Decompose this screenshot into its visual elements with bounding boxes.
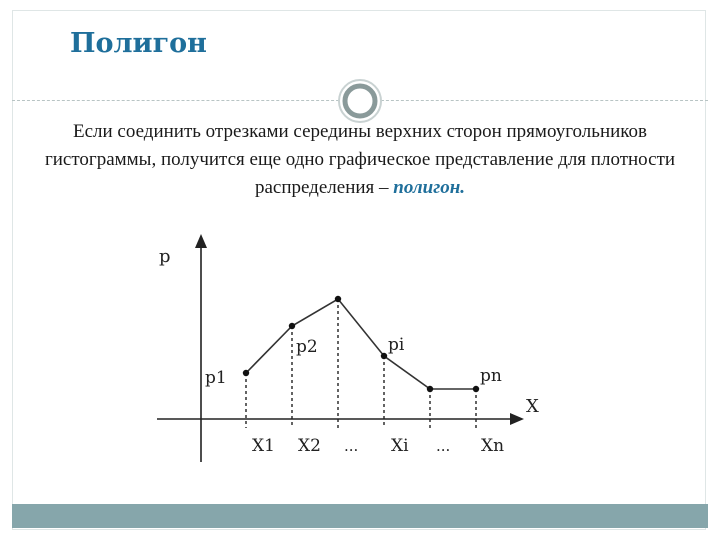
x-axis-arrow-icon	[510, 413, 524, 425]
bottom-bar	[12, 504, 708, 528]
x-tick-label: Xn	[481, 436, 505, 456]
x-tick-label: X2	[298, 436, 321, 456]
x-tick-label: ...	[344, 437, 359, 455]
x-tick-label: ...	[436, 437, 451, 455]
data-point	[243, 370, 249, 376]
polygon-points	[243, 296, 479, 392]
y-axis-arrow-icon	[195, 234, 207, 248]
dotted-guides	[246, 299, 476, 428]
data-point	[427, 386, 433, 392]
point-label-pn: pn	[480, 366, 502, 386]
point-label-pi: pi	[388, 335, 405, 355]
point-label-p2: p2	[296, 337, 318, 357]
x-axis-label: X	[526, 396, 539, 417]
body-text-highlight: полигон.	[393, 177, 466, 198]
y-axis-label: p	[159, 246, 171, 267]
x-tick-label: Xi	[391, 436, 409, 456]
data-point	[335, 296, 341, 302]
x-tick-label: X1	[252, 436, 275, 456]
polygon-line	[246, 299, 476, 389]
data-point	[381, 353, 387, 359]
data-point	[289, 323, 295, 329]
data-point	[473, 386, 479, 392]
slide-title: Полигон	[70, 28, 207, 59]
body-text-main: Если соединить отрезками середины верхних сторон прямоугольников гистограммы, получится еще одно графическое представление для плотности распределения –	[44, 121, 676, 198]
point-label-p1: p1	[205, 368, 227, 388]
